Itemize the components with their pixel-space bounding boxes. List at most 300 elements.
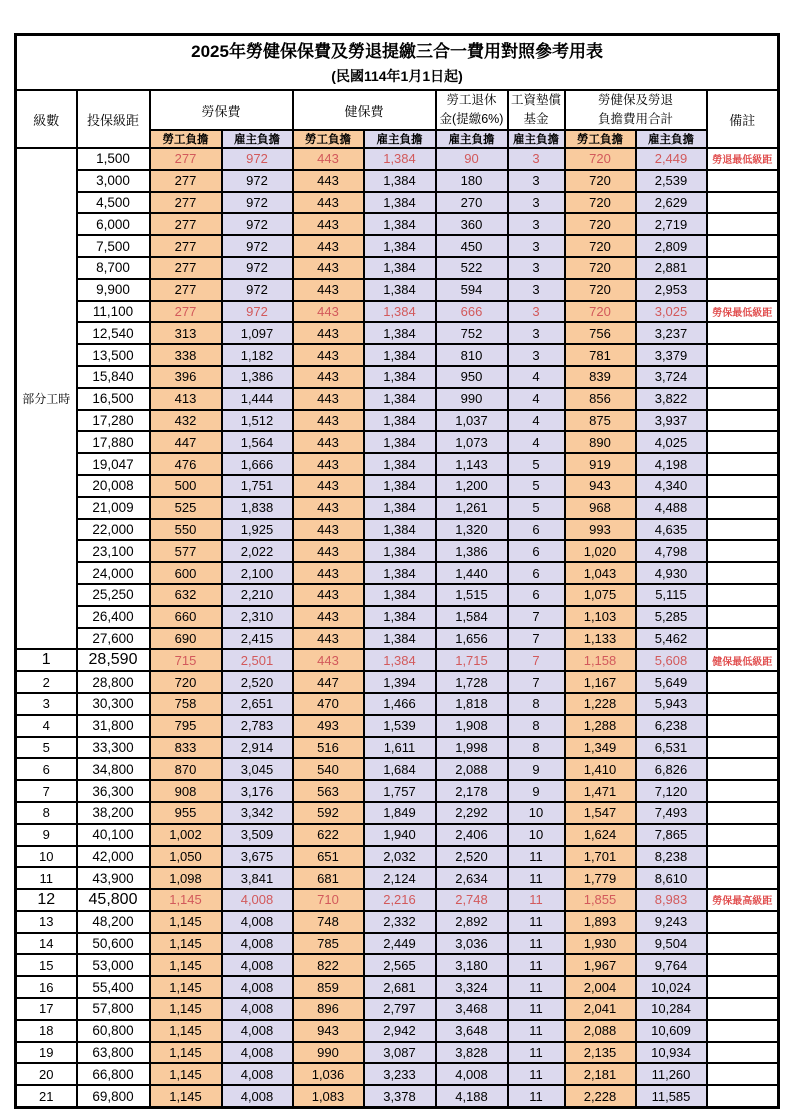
value-cell: 5,462: [636, 628, 707, 650]
value-cell: 443: [293, 562, 364, 584]
value-cell: 1,384: [364, 213, 436, 235]
value-cell: 972: [222, 192, 293, 214]
value-cell: 313: [150, 322, 222, 344]
value-cell: 795: [150, 715, 222, 737]
value-cell: 1,410: [565, 758, 636, 780]
bracket-cell: 28,590: [77, 649, 150, 671]
remark-cell: [707, 715, 779, 737]
value-cell: 9,504: [636, 933, 707, 955]
level-cell: 6: [16, 758, 77, 780]
value-cell: 1,002: [150, 824, 222, 846]
value-cell: 1,384: [364, 606, 436, 628]
value-cell: 10,284: [636, 998, 707, 1020]
value-cell: 4,008: [222, 911, 293, 933]
remark-cell: [707, 976, 779, 998]
value-cell: 2,520: [436, 846, 508, 868]
value-cell: 443: [293, 540, 364, 562]
value-cell: 972: [222, 148, 293, 170]
remark-cell: [707, 824, 779, 846]
value-cell: 11,585: [636, 1085, 707, 1107]
bracket-cell: 60,800: [77, 1020, 150, 1042]
value-cell: 1,384: [364, 388, 436, 410]
remark-cell: [707, 410, 779, 432]
remark-cell: [707, 279, 779, 301]
value-cell: 3,379: [636, 344, 707, 366]
value-cell: 1,384: [364, 540, 436, 562]
value-cell: 594: [436, 279, 508, 301]
value-cell: 2,783: [222, 715, 293, 737]
value-cell: 2,210: [222, 584, 293, 606]
value-cell: 1,512: [222, 410, 293, 432]
value-cell: 10,934: [636, 1042, 707, 1064]
table-row: [16, 867, 779, 889]
bracket-cell: 21,009: [77, 497, 150, 519]
value-cell: 1,384: [364, 235, 436, 257]
value-cell: 277: [150, 235, 222, 257]
value-cell: 2,651: [222, 693, 293, 715]
table-row: [16, 192, 779, 214]
value-cell: 3,233: [364, 1063, 436, 1085]
value-cell: 1,940: [364, 824, 436, 846]
table-row: [16, 911, 779, 933]
remark-cell: [707, 628, 779, 650]
value-cell: 3: [508, 301, 565, 323]
value-cell: 4,930: [636, 562, 707, 584]
value-cell: 443: [293, 431, 364, 453]
value-cell: 1,384: [364, 453, 436, 475]
level-cell: 16: [16, 976, 77, 998]
col-header-bracket: 投保級距: [77, 90, 150, 148]
value-cell: 1,384: [364, 366, 436, 388]
remark-cell: [707, 453, 779, 475]
value-cell: 972: [222, 257, 293, 279]
value-cell: 11: [508, 976, 565, 998]
value-cell: 972: [222, 279, 293, 301]
subheader-total-employer: 雇主負擔: [636, 130, 707, 148]
remark-cell: [707, 235, 779, 257]
remark-cell: [707, 497, 779, 519]
bracket-cell: 57,800: [77, 998, 150, 1020]
table-row: [16, 301, 779, 323]
value-cell: 3: [508, 235, 565, 257]
value-cell: 500: [150, 475, 222, 497]
level-cell: 15: [16, 954, 77, 976]
value-cell: 1,384: [364, 628, 436, 650]
value-cell: 443: [293, 322, 364, 344]
value-cell: 443: [293, 170, 364, 192]
value-cell: 3,180: [436, 954, 508, 976]
value-cell: 2,004: [565, 976, 636, 998]
table-row: [16, 235, 779, 257]
bracket-cell: 15,840: [77, 366, 150, 388]
value-cell: 4,008: [222, 889, 293, 911]
premium-table: [14, 33, 780, 1109]
value-cell: 4,635: [636, 519, 707, 541]
col-header-health-fee: 健保費: [293, 90, 436, 130]
value-cell: 2,178: [436, 780, 508, 802]
value-cell: 443: [293, 301, 364, 323]
bracket-cell: 63,800: [77, 1042, 150, 1064]
value-cell: 1,145: [150, 1020, 222, 1042]
bracket-cell: 48,200: [77, 911, 150, 933]
value-cell: 3: [508, 192, 565, 214]
remark-cell: [707, 846, 779, 868]
value-cell: 1,037: [436, 410, 508, 432]
value-cell: 4,008: [222, 1063, 293, 1085]
value-cell: 450: [436, 235, 508, 257]
value-cell: 1,228: [565, 693, 636, 715]
remark-cell: [707, 519, 779, 541]
subheader-health-employee: 勞工負擔: [293, 130, 364, 148]
value-cell: 1,539: [364, 715, 436, 737]
value-cell: 1,386: [436, 540, 508, 562]
value-cell: 972: [222, 213, 293, 235]
level-cell: 10: [16, 846, 77, 868]
value-cell: 3,841: [222, 867, 293, 889]
value-cell: 2,406: [436, 824, 508, 846]
value-cell: 443: [293, 213, 364, 235]
value-cell: 2,332: [364, 911, 436, 933]
value-cell: 90: [436, 148, 508, 170]
value-cell: 1,701: [565, 846, 636, 868]
bracket-cell: 23,100: [77, 540, 150, 562]
table-row: [16, 540, 779, 562]
remark-cell: [707, 780, 779, 802]
value-cell: 4,025: [636, 431, 707, 453]
value-cell: 950: [436, 366, 508, 388]
value-cell: 3,176: [222, 780, 293, 802]
remark-cell: [707, 693, 779, 715]
value-cell: 4,008: [222, 933, 293, 955]
value-cell: 6: [508, 562, 565, 584]
value-cell: 1,384: [364, 192, 436, 214]
level-cell: 20: [16, 1063, 77, 1085]
value-cell: 972: [222, 301, 293, 323]
value-cell: 1,200: [436, 475, 508, 497]
value-cell: 1,967: [565, 954, 636, 976]
value-cell: 758: [150, 693, 222, 715]
value-cell: 710: [293, 889, 364, 911]
value-cell: 720: [565, 148, 636, 170]
table-row: [16, 1063, 779, 1085]
value-cell: 443: [293, 519, 364, 541]
value-cell: 890: [565, 431, 636, 453]
value-cell: 2,449: [364, 933, 436, 955]
value-cell: 270: [436, 192, 508, 214]
remark-cell: [707, 584, 779, 606]
bracket-cell: 8,700: [77, 257, 150, 279]
bracket-cell: 43,900: [77, 867, 150, 889]
remark-cell: [707, 911, 779, 933]
value-cell: 908: [150, 780, 222, 802]
value-cell: 1,145: [150, 1085, 222, 1107]
value-cell: 2,629: [636, 192, 707, 214]
bracket-cell: 12,540: [77, 322, 150, 344]
value-cell: 443: [293, 366, 364, 388]
value-cell: 1,925: [222, 519, 293, 541]
value-cell: 720: [565, 170, 636, 192]
level-cell: 7: [16, 780, 77, 802]
value-cell: 8,983: [636, 889, 707, 911]
value-cell: 443: [293, 388, 364, 410]
value-cell: 4,008: [222, 1085, 293, 1107]
value-cell: 277: [150, 301, 222, 323]
value-cell: 11: [508, 867, 565, 889]
value-cell: 4,008: [222, 954, 293, 976]
value-cell: 592: [293, 802, 364, 824]
value-cell: 972: [222, 235, 293, 257]
title-block: [16, 35, 779, 91]
value-cell: 10: [508, 824, 565, 846]
subheader-labor-employer: 雇主負擔: [222, 130, 293, 148]
remark-cell: [707, 170, 779, 192]
value-cell: 1,384: [364, 148, 436, 170]
table-row: [16, 780, 779, 802]
bracket-cell: 16,500: [77, 388, 150, 410]
table-row: [16, 344, 779, 366]
table-row: [16, 606, 779, 628]
level-cell: 11: [16, 867, 77, 889]
value-cell: 11,260: [636, 1063, 707, 1085]
level-cell: 14: [16, 933, 77, 955]
page-title: 2025年勞健保保費及勞退提繳三合一費用對照參考用表: [191, 41, 603, 61]
table-row: [16, 1085, 779, 1107]
value-cell: 1,656: [436, 628, 508, 650]
value-cell: 2,124: [364, 867, 436, 889]
value-cell: 443: [293, 192, 364, 214]
value-cell: 10,024: [636, 976, 707, 998]
table-row: [16, 366, 779, 388]
value-cell: 277: [150, 257, 222, 279]
value-cell: 7,865: [636, 824, 707, 846]
value-cell: 470: [293, 693, 364, 715]
value-cell: 8,238: [636, 846, 707, 868]
value-cell: 660: [150, 606, 222, 628]
value-cell: 3,025: [636, 301, 707, 323]
value-cell: 2,634: [436, 867, 508, 889]
remark-cell: [707, 322, 779, 344]
level-cell: 5: [16, 737, 77, 759]
value-cell: 1,757: [364, 780, 436, 802]
value-cell: 3,036: [436, 933, 508, 955]
value-cell: 277: [150, 148, 222, 170]
value-cell: 8: [508, 715, 565, 737]
value-cell: 443: [293, 649, 364, 671]
value-cell: 990: [436, 388, 508, 410]
remark-cell: [707, 1085, 779, 1107]
table-row: [16, 628, 779, 650]
value-cell: 2,719: [636, 213, 707, 235]
value-cell: 443: [293, 453, 364, 475]
value-cell: 748: [293, 911, 364, 933]
value-cell: 2,415: [222, 628, 293, 650]
value-cell: 1,818: [436, 693, 508, 715]
total-label-line2: 負擔費用合計: [597, 112, 673, 126]
table-row: [16, 1020, 779, 1042]
value-cell: 5: [508, 497, 565, 519]
value-cell: 1,386: [222, 366, 293, 388]
bracket-cell: 34,800: [77, 758, 150, 780]
value-cell: 2,216: [364, 889, 436, 911]
value-cell: 3: [508, 148, 565, 170]
value-cell: 1,145: [150, 954, 222, 976]
value-cell: 720: [565, 257, 636, 279]
value-cell: 1,855: [565, 889, 636, 911]
remark-cell: 勞保最低級距: [707, 301, 779, 323]
value-cell: 11: [508, 933, 565, 955]
bracket-cell: 50,600: [77, 933, 150, 955]
value-cell: 1,930: [565, 933, 636, 955]
value-cell: 4,008: [222, 1020, 293, 1042]
value-cell: 856: [565, 388, 636, 410]
bracket-cell: 9,900: [77, 279, 150, 301]
value-cell: 1,384: [364, 475, 436, 497]
wage-fund-label-line1: 工資墊償: [510, 93, 561, 107]
value-cell: 990: [293, 1042, 364, 1064]
remark-cell: [707, 540, 779, 562]
value-cell: 3,937: [636, 410, 707, 432]
value-cell: 752: [436, 322, 508, 344]
value-cell: 3: [508, 170, 565, 192]
table-row: [16, 562, 779, 584]
remark-cell: [707, 933, 779, 955]
value-cell: 9: [508, 758, 565, 780]
value-cell: 1,075: [565, 584, 636, 606]
value-cell: 443: [293, 148, 364, 170]
value-cell: 443: [293, 628, 364, 650]
value-cell: 972: [222, 170, 293, 192]
value-cell: 651: [293, 846, 364, 868]
level-cell: 4: [16, 715, 77, 737]
level-cell: 12: [16, 889, 77, 911]
table-row: [16, 758, 779, 780]
value-cell: 1,167: [565, 671, 636, 693]
value-cell: 1,838: [222, 497, 293, 519]
value-cell: 1,384: [364, 519, 436, 541]
value-cell: 1,143: [436, 453, 508, 475]
value-cell: 1,666: [222, 453, 293, 475]
value-cell: 9,764: [636, 954, 707, 976]
value-cell: 3,342: [222, 802, 293, 824]
table-row: [16, 388, 779, 410]
value-cell: 1,998: [436, 737, 508, 759]
bracket-cell: 11,100: [77, 301, 150, 323]
value-cell: 2,681: [364, 976, 436, 998]
value-cell: 1,097: [222, 322, 293, 344]
value-cell: 577: [150, 540, 222, 562]
value-cell: 2,520: [222, 671, 293, 693]
value-cell: 2,228: [565, 1085, 636, 1107]
value-cell: 7: [508, 606, 565, 628]
remark-cell: 健保最低級距: [707, 649, 779, 671]
value-cell: 7: [508, 628, 565, 650]
value-cell: 1,547: [565, 802, 636, 824]
table-row: [16, 933, 779, 955]
value-cell: 1,103: [565, 606, 636, 628]
table-row: [16, 497, 779, 519]
value-cell: 563: [293, 780, 364, 802]
value-cell: 413: [150, 388, 222, 410]
table-row: [16, 649, 779, 671]
bracket-cell: 55,400: [77, 976, 150, 998]
value-cell: 1,384: [364, 170, 436, 192]
remark-cell: [707, 344, 779, 366]
value-cell: 2,565: [364, 954, 436, 976]
remark-cell: [707, 213, 779, 235]
value-cell: 1,384: [364, 562, 436, 584]
table-row: [16, 584, 779, 606]
value-cell: 2,088: [436, 758, 508, 780]
value-cell: 1,384: [364, 649, 436, 671]
value-cell: 690: [150, 628, 222, 650]
value-cell: 7,493: [636, 802, 707, 824]
total-label-line1: 勞健保及勞退: [597, 93, 673, 107]
value-cell: 666: [436, 301, 508, 323]
bracket-cell: 17,880: [77, 431, 150, 453]
value-cell: 756: [565, 322, 636, 344]
value-cell: 6,238: [636, 715, 707, 737]
table-row: [16, 671, 779, 693]
value-cell: 1,083: [293, 1085, 364, 1107]
bracket-cell: 17,280: [77, 410, 150, 432]
value-cell: 943: [565, 475, 636, 497]
value-cell: 1,073: [436, 431, 508, 453]
value-cell: 4,198: [636, 453, 707, 475]
value-cell: 5,285: [636, 606, 707, 628]
value-cell: 1,394: [364, 671, 436, 693]
remark-cell: [707, 1020, 779, 1042]
value-cell: 919: [565, 453, 636, 475]
bracket-cell: 30,300: [77, 693, 150, 715]
value-cell: 859: [293, 976, 364, 998]
table-body: [16, 148, 779, 1108]
value-cell: 993: [565, 519, 636, 541]
value-cell: 9,243: [636, 911, 707, 933]
value-cell: 2,100: [222, 562, 293, 584]
value-cell: 11: [508, 998, 565, 1020]
remark-cell: [707, 366, 779, 388]
remark-cell: [707, 671, 779, 693]
value-cell: 1,564: [222, 431, 293, 453]
value-cell: 2,022: [222, 540, 293, 562]
value-cell: 525: [150, 497, 222, 519]
remark-cell: 勞退最低級距: [707, 148, 779, 170]
value-cell: 5,608: [636, 649, 707, 671]
value-cell: 2,539: [636, 170, 707, 192]
value-cell: 968: [565, 497, 636, 519]
value-cell: 550: [150, 519, 222, 541]
value-cell: 2,892: [436, 911, 508, 933]
value-cell: 6: [508, 584, 565, 606]
value-cell: 8,610: [636, 867, 707, 889]
value-cell: 1,349: [565, 737, 636, 759]
value-cell: 5: [508, 475, 565, 497]
value-cell: 1,384: [364, 322, 436, 344]
value-cell: 11: [508, 889, 565, 911]
value-cell: 3: [508, 213, 565, 235]
value-cell: 3: [508, 257, 565, 279]
bracket-cell: 42,000: [77, 846, 150, 868]
value-cell: 3,724: [636, 366, 707, 388]
value-cell: 1,751: [222, 475, 293, 497]
value-cell: 2,135: [565, 1042, 636, 1064]
value-cell: 1,728: [436, 671, 508, 693]
value-cell: 1,611: [364, 737, 436, 759]
value-cell: 396: [150, 366, 222, 388]
subheader-pension-employer: 雇主負擔: [436, 130, 508, 148]
value-cell: 1,384: [364, 301, 436, 323]
value-cell: 4,798: [636, 540, 707, 562]
